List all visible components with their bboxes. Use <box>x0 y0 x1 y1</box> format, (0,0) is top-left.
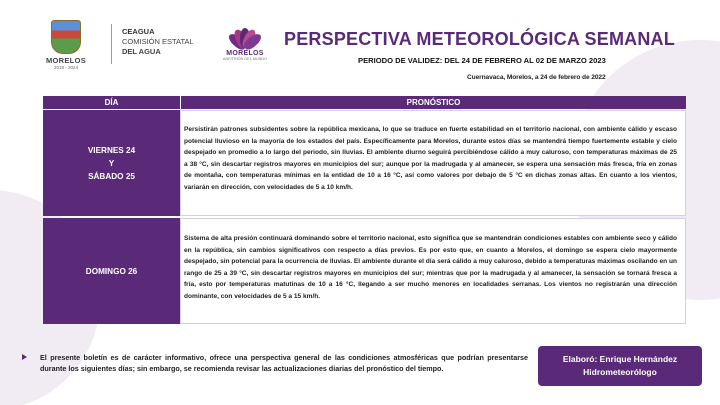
table-row <box>43 110 686 216</box>
ceagua-logo-line3: DEL AGUA <box>122 47 161 56</box>
forecast-cell <box>180 218 686 324</box>
morelos-logo-years: 2018 - 2024 <box>53 65 79 70</box>
column-header-day: DÍA <box>43 96 180 109</box>
author-name: Elaboró: Enrique Hernández <box>562 354 678 364</box>
coat-of-arms-icon <box>51 20 81 54</box>
flower-icon <box>228 20 262 50</box>
logo-divider <box>111 24 112 64</box>
column-header-forecast: PRONÓSTICO <box>181 96 686 109</box>
day-label: VIERNES 24 <box>87 145 136 155</box>
page-title: PERSPECTIVA METEOROLÓGICA SEMANAL <box>284 29 675 49</box>
day-label-connector: Y <box>108 158 115 168</box>
disclaimer-text: El presente boletín es de carácter informativo, ofrece una perspectiva general de las condiciones atmosféricas que podrían presentarse durante los siguientes días; sin embargo, se recomienda revisar las actualizaciones diarias del pronóstico del tiempo. <box>40 353 528 374</box>
morelos-logo-name: MORELOS <box>45 56 87 65</box>
author-credit <box>538 346 702 386</box>
day-cell <box>43 218 180 324</box>
morelos-logo <box>44 20 88 70</box>
ceagua-logo-line1: CEAGUA <box>122 27 155 36</box>
forecast-cell <box>180 110 686 216</box>
bullet-triangle-icon <box>22 354 27 360</box>
ceagua-logo-line2: COMISIÓN ESTATAL <box>122 37 194 46</box>
table-row <box>43 218 686 324</box>
morelos-flower-logo <box>222 20 268 61</box>
day-label: DOMINGO 26 <box>85 266 138 276</box>
flower-logo-name: MORELOS <box>226 50 264 57</box>
ceagua-logo <box>122 27 194 57</box>
forecast-text: Sistema de alta presión continuará dominando sobre el territorio nacional, esto significa que se mantendrán condiciones estables con ambiente seco y cálido en la república, sin cambios significativos con respecto a días previos. Es por esto que, en cuanto a Morelos, el domingo se espera cielo mayormente despejado, sin potencial para la ocurrencia de lluvias. El ambiente durante el día será cálido a muy caluroso, debido a temperaturas máximas oscilando en un rango de 25 a 39 °C, sin descartar registros mayores en municipios del sur; mientras que por la madrugada y al amanecer, la sensación se tornará fresca a fría, esto por temperaturas matutinas de 10 a 16 °C, llegando a ser mucho menores en localidades serranas. Los vientos no registrarán una dirección dominante, con velocidades de 5 a 15 km/h. <box>184 235 677 300</box>
validity-period: PERIODO DE VALIDEZ: DEL 24 DE FEBRERO AL 02 DE MARZO 2023 <box>358 56 606 65</box>
day-cell <box>43 110 180 216</box>
table-header <box>43 96 686 109</box>
day-label: SÁBADO 25 <box>88 171 135 181</box>
disclaimer <box>22 352 528 375</box>
author-role: Hidrometeorólogo <box>583 367 657 377</box>
forecast-text: Persistirán patrones subsidentes sobre la república mexicana, lo que se traduce en fuerte estabilidad en el territorio nacional, con ambiente cálido y escaso potencial lluvioso en la mayoría de los estados del país. Específicamente para Morelos, durante estos días se mantendrá tiempo fuertemente estable y cielo despejado en promedio a lo largo del periodo, sin lluvias. El ambiente diurno seguirá percibiéndose cálido a muy caluroso, con temperaturas máximas de 25 a 38 °C, sin descartar registros mayores en municipios del sur; aunque por la madrugada y al amanecer, se espera una sensación más fresca, fría en zonas de montaña, con temperaturas mínimas en la entidad de 10 a 16 °C, así como valores por debajo de 5 °C en dichas zonas altas. En cuanto a los vientos, variarán en dirección, con velocidades de 5 a 10 km/h. <box>184 126 677 191</box>
dateline: Cuernavaca, Morelos, a 24 de febrero de 2022 <box>467 74 606 81</box>
flower-logo-tagline: ANFITRIÓN DEL MUNDO <box>222 57 268 61</box>
forecast-table <box>43 96 686 324</box>
